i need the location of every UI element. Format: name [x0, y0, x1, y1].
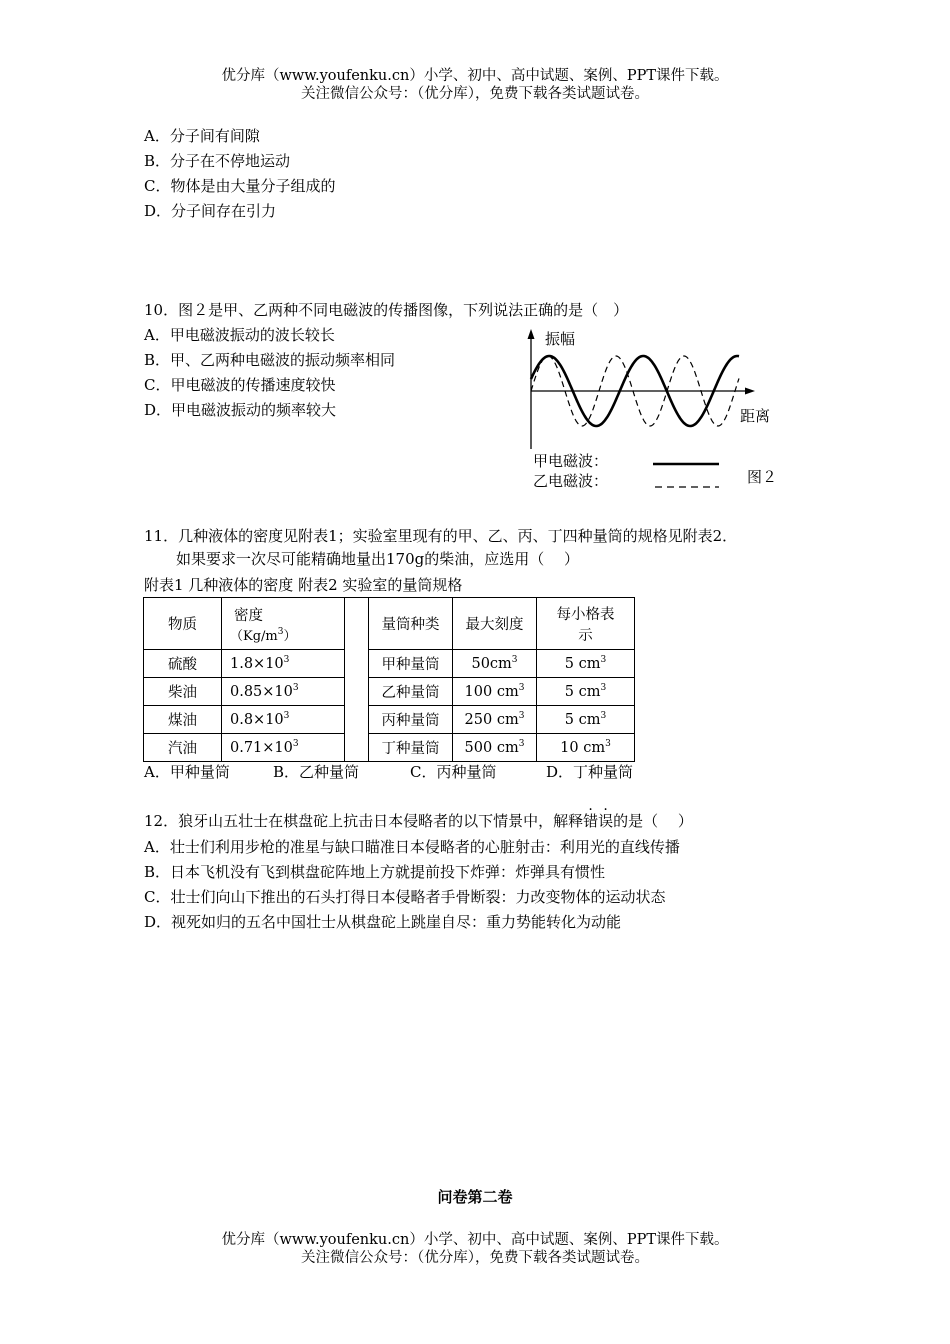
- table-row: [144, 650, 635, 678]
- division-cell: 5 $cm^3$: [537, 650, 635, 678]
- wave-figure: [515, 325, 795, 500]
- division-cell: 5 $cm^3$: [537, 706, 635, 734]
- q12-option-d: D．视死如归的五名中国壮士从棋盘砣上跳崖自尽：重力势能转化为动能: [144, 913, 622, 931]
- division-cell: 10 $cm^3$: [537, 734, 635, 762]
- y-axis-arrow: [528, 329, 535, 339]
- q10-option-d: D．甲电磁波振动的频率较大: [144, 401, 337, 419]
- q9-option-a: A．分子间有间隙: [144, 127, 260, 145]
- cylinder-type-cell: 丙种量筒: [369, 706, 453, 734]
- header-substance: 物质: [144, 598, 222, 650]
- q9-option-d: D．分子间存在引力: [144, 202, 277, 220]
- density-cell: $0.8\times 10^3$: [222, 706, 345, 734]
- header-density-line2: $(Kg/m^3)$: [230, 626, 297, 644]
- density-cell: $0.85\times 10^3$: [222, 678, 345, 706]
- substance-cell: 汽油: [144, 734, 222, 762]
- q12-option-b: B．日本飞机没有飞到棋盘砣阵地上方就提前投下炸弹：炸弹具有惯性: [144, 863, 606, 881]
- substance-cell: 柴油: [144, 678, 222, 706]
- legend-b-label: 乙电磁波：: [533, 472, 609, 490]
- table-row: [144, 678, 635, 706]
- figure-caption: 图２: [747, 468, 778, 486]
- footer-line-2: 关注微信公众号：（优分库），免费下载各类试题试卷。: [301, 1250, 649, 1266]
- q11-option-a: A．甲种量筒: [144, 763, 230, 781]
- header-line-2: 关注微信公众号：（优分库），免费下载各类试题试卷。: [301, 86, 649, 102]
- density-cell: $1.8\times 10^3$: [222, 650, 345, 678]
- q9-option-c: C．物体是由大量分子组成的: [144, 177, 336, 195]
- header-cylinder-type: 量筒种类: [369, 598, 453, 650]
- max-scale-cell: 250 $cm^3$: [453, 706, 537, 734]
- header-division: 每小格表 示: [537, 598, 635, 650]
- density-table: [143, 597, 635, 762]
- table-row: [144, 734, 635, 762]
- q11-option-d: D．丁种量筒: [546, 763, 634, 781]
- q10-option-b: B．甲、乙两种电磁波的振动频率相同: [144, 351, 396, 369]
- max-scale-cell: 500 $cm^3$: [453, 734, 537, 762]
- header-max-scale: 最大刻度: [453, 598, 537, 650]
- density-cell: $0.71\times 10^3$: [222, 734, 345, 762]
- table-row: [144, 706, 635, 734]
- x-axis-arrow: [745, 388, 755, 395]
- q11-table-titles: 附表1 几种液体的密度 附表2 实验室的量筒规格: [144, 576, 463, 594]
- q11-stem-line-1: 11．几种液体的密度见附表1；实验室里现有的甲、乙、丙、丁四种量筒的规格见附表2．: [144, 527, 738, 545]
- substance-cell: 煤油: [144, 706, 222, 734]
- q12-option-c: C．壮士们向山下推出的石头打得日本侵略者手骨断裂：力改变物体的运动状态: [144, 888, 666, 906]
- q9-option-b: B．分子在不停地运动: [144, 152, 291, 170]
- y-axis-label: 振幅: [545, 330, 576, 348]
- cylinder-type-cell: 丁种量筒: [369, 734, 453, 762]
- header-density: [222, 598, 345, 650]
- q12-stem: 12．狼牙山五壮士在棋盘砣上抗击日本侵略者的以下情景中，解释错误的是（ ）: [144, 812, 693, 830]
- x-axis-label: 距离: [740, 407, 771, 425]
- header-line-1: 优分库（www.youfenku.cn）小学、初中、高中试题、案例、PPT课件下载。: [221, 68, 729, 84]
- max-scale-cell: $50cm^3$: [453, 650, 537, 678]
- footer-line-1: 优分库（www.youfenku.cn）小学、初中、高中试题、案例、PPT课件下载。: [221, 1232, 729, 1248]
- table-spacer: [345, 598, 369, 762]
- q11-option-c: C．丙种量筒: [410, 763, 497, 781]
- section-title: 问卷第二卷: [437, 1188, 513, 1206]
- division-cell: 5 $cm^3$: [537, 678, 635, 706]
- table-header-row: [144, 598, 635, 650]
- cylinder-type-cell: 甲种量筒: [369, 650, 453, 678]
- q10-option-c: C．甲电磁波的传播速度较快: [144, 376, 336, 394]
- cylinder-type-cell: 乙种量筒: [369, 678, 453, 706]
- q12-option-a: A．壮士们利用步枪的准星与缺口瞄准日本侵略者的心脏射击：利用光的直线传播: [144, 838, 680, 856]
- q11-option-b: B．乙种量筒: [273, 763, 360, 781]
- q11-stem-line-2: 如果要求一次尽可能精确地量出170g的柴油，应选用（ ）: [176, 550, 580, 568]
- header-density-line1: 密度: [234, 607, 263, 624]
- legend-a-label: 甲电磁波：: [533, 452, 609, 470]
- max-scale-cell: 100 $cm^3$: [453, 678, 537, 706]
- q10-stem: 10．图２是甲、乙两种不同电磁波的传播图像，下列说法正确的是（ ）: [144, 301, 629, 319]
- substance-cell: 硫酸: [144, 650, 222, 678]
- q10-option-a: A．甲电磁波振动的波长较长: [144, 326, 335, 344]
